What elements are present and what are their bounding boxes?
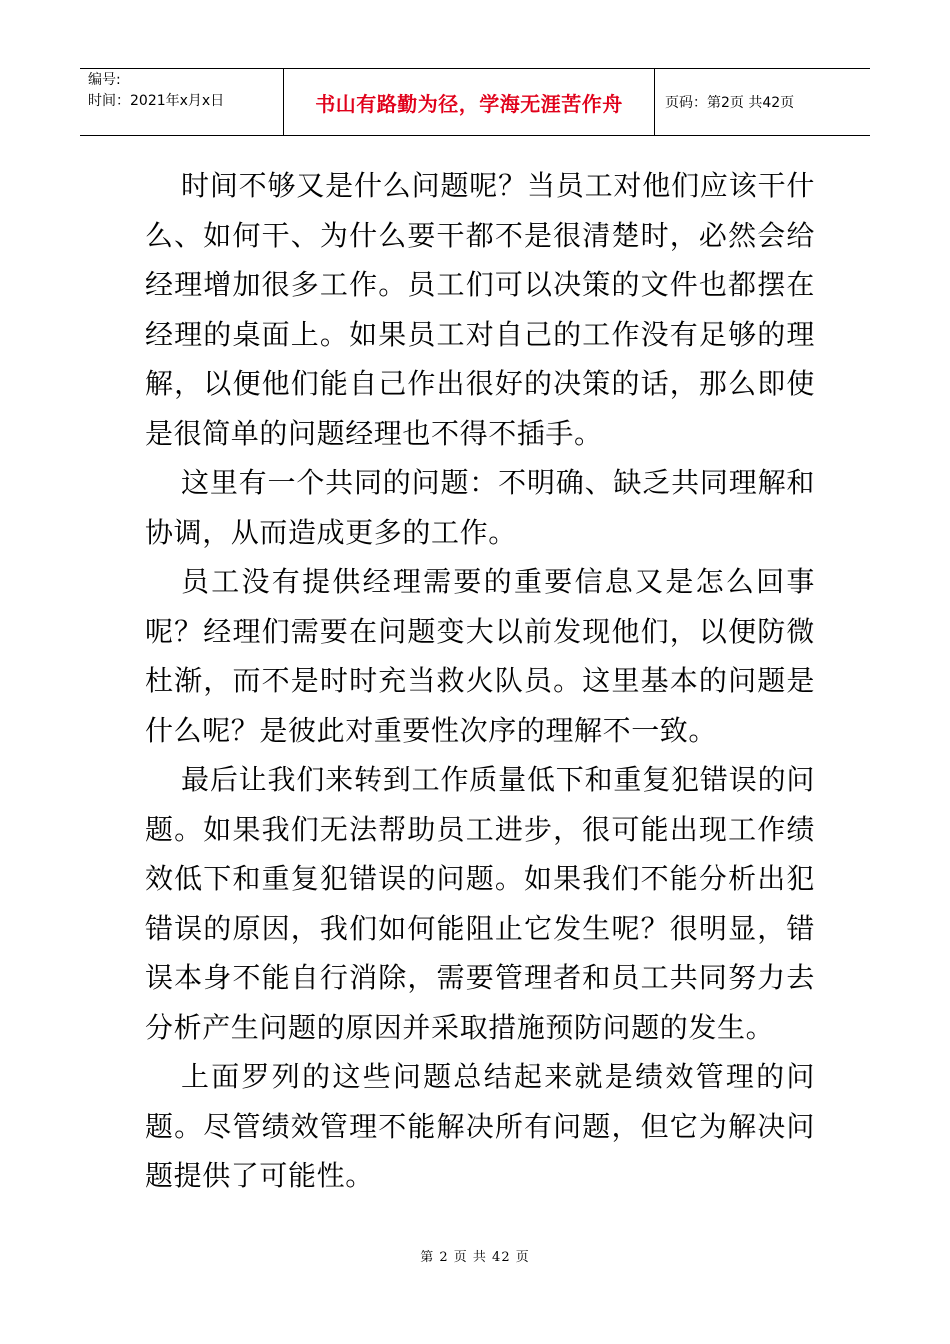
header-motto-cell <box>283 69 655 135</box>
document-body <box>145 161 815 1201</box>
header-meta-cell <box>80 69 283 135</box>
document-time-label: 时间：2021年x月x日 <box>88 93 225 109</box>
document-number-label: 编号: <box>88 72 121 88</box>
body-paragraph: 时间不够又是什么问题呢？当员工对他们应该干什么、如何干、为什么要干都不是很清楚时，必然会给经理增加很多工作。员工们可以决策的文件也都摆在经理的桌面上。如果员工对自己的工作没有足够的理解，以便他们能自己作出很好的决策的话，那么即使是很简单的问题经理也不得不插手。 <box>145 169 815 450</box>
body-paragraph: 最后让我们来转到工作质量低下和重复犯错误的问题。如果我们无法帮助员工进步，很可能出现工作绩效低下和重复犯错误的问题。如果我们不能分析出犯错误的原因，我们如何能阻止它发生呢？很明显，错误本身不能自行消除，需要管理者和员工共同努力去分析产生问题的原因并采取措施预防问题的发生。 <box>145 763 815 1044</box>
body-paragraph: 上面罗列的这些问题总结起来就是绩效管理的问题。尽管绩效管理不能解决所有问题，但它为解决问题提供了可能性。 <box>145 1060 815 1192</box>
header-motto: 书山有路勤为径，学海无涯苦作舟 <box>315 91 623 116</box>
body-paragraph: 这里有一个共同的问题：不明确、缺乏共同理解和协调，从而造成更多的工作。 <box>145 466 815 549</box>
header-page-cell <box>655 69 870 135</box>
body-paragraph: 员工没有提供经理需要的重要信息又是怎么回事呢？经理们需要在问题变大以前发现他们，以便防微杜渐，而不是时时充当救火队员。这里基本的问题是什么呢？是彼此对重要性次序的理解不一致。 <box>145 565 815 747</box>
header-page-info: 页码：第2页 共42页 <box>665 95 795 111</box>
page-footer: 第 2 页 共 42 页 <box>420 1250 530 1265</box>
page-header <box>80 68 870 136</box>
